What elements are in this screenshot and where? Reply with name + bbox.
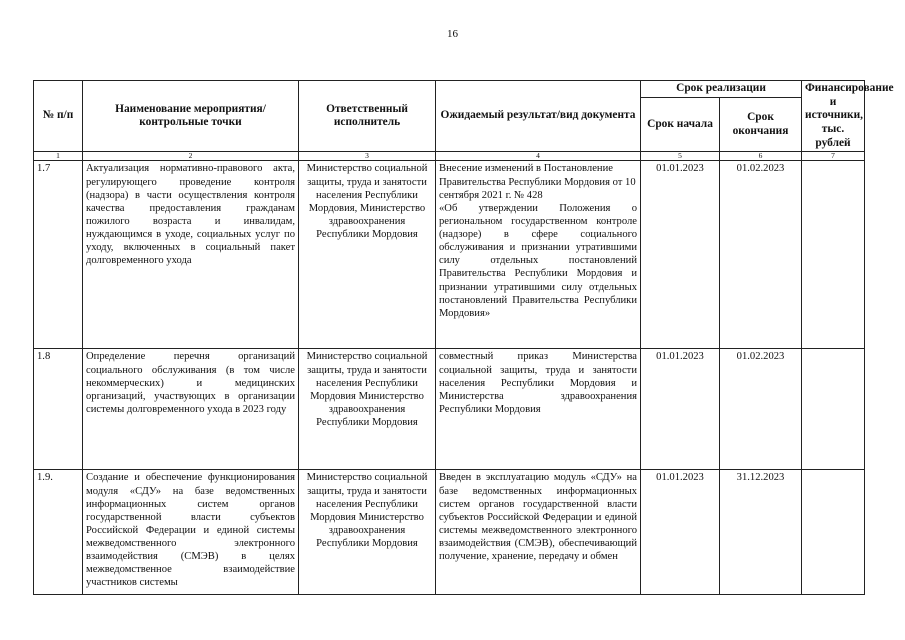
- plan-table: [33, 80, 894, 595]
- table-row: [34, 161, 865, 349]
- col-number-6: 6: [720, 152, 802, 161]
- row-num: 1.7: [34, 161, 83, 349]
- row-result: Введен в эксплуатацию модуль «СДУ» на базе ведомственных информационных систем органов государственной власти субъектов Российской Федерации и единой системы межведомственного электронного взаимодействия (СМЭВ), обеспечивающий получение, хранение, передачу и обмен: [439, 472, 637, 563]
- page-number: 16: [447, 28, 458, 40]
- table-row: [34, 470, 865, 595]
- row-finance: [802, 470, 865, 595]
- col-number-7: 7: [802, 152, 865, 161]
- header-name: Наименование мероприятия/ контрольные точки: [83, 81, 299, 152]
- row-executor: Министерство социальной защиты, труда и занятости населения Республики Мордовия Министерство здравоохранения Республики Мордовия: [299, 349, 436, 470]
- row-name: Определение перечня организаций социального обслуживания (в том числе некоммерческих) и медицинских организаций, участвующих в организации системы долговременного ухода в 2023 году: [83, 349, 299, 470]
- row-num: 1.9.: [34, 470, 83, 595]
- row-num: 1.8: [34, 349, 83, 470]
- header-finance: Финансирование и источники, тыс. рублей: [802, 81, 865, 152]
- row-name: Создание и обеспечение функционирования модуля «СДУ» на базе ведомственных информационных систем органов государственной власти субъектов Российской Федерации и единой системы межведомственного электронного взаимодействия (СМЭВ) в целях межведомственное взаимодействие участников системы: [86, 472, 295, 589]
- header-executor: Ответственный исполнитель: [299, 81, 436, 152]
- row-finance: [802, 349, 865, 470]
- col-number-5: 5: [641, 152, 720, 161]
- row-result: совместный приказ Министерства социальной защиты, труда и занятости населения Республики Мордовия и Министерства здравоохранения Республики Мордовия: [436, 349, 641, 470]
- col-number-4: 4: [436, 152, 641, 161]
- row-end-date: 31.12.2023: [720, 470, 802, 595]
- column-number-row: [34, 152, 865, 161]
- header-period: Срок реализации: [641, 81, 802, 98]
- row-finance: [802, 161, 865, 349]
- row-start-date: 01.01.2023: [641, 470, 720, 595]
- row-result-part-1: Внесение изменений в Постановление Правительства Республики Мордовия от 10 сентября 2021 г. № 428: [439, 163, 636, 201]
- header-result: Ожидаемый результат/вид документа: [436, 81, 641, 152]
- row-start-date: 01.01.2023: [641, 349, 720, 470]
- col-number-1: 1: [34, 152, 83, 161]
- row-end-date: 01.02.2023: [720, 349, 802, 470]
- header-end: Срок окончания: [720, 98, 802, 152]
- row-executor: Министерство социальной защиты, труда и занятости населения Республики Мордовия Министерство здравоохранения Республики Мордовия: [299, 470, 436, 595]
- col-number-2: 2: [83, 152, 299, 161]
- header-num: № п/п: [34, 81, 83, 152]
- row-executor: Министерство социальной защиты, труда и занятости населения Республики Мордовия, Министерство здравоохранения Республики Мордовия: [299, 161, 436, 349]
- header-row: [34, 81, 865, 98]
- col-number-3: 3: [299, 152, 436, 161]
- table-row: [34, 349, 865, 470]
- header-start: Срок начала: [641, 98, 720, 152]
- row-start-date: 01.01.2023: [641, 161, 720, 349]
- row-end-date: 01.02.2023: [720, 161, 802, 349]
- row-result: [436, 161, 641, 349]
- row-name: Актуализация нормативно-правового акта, регулирующего проведение контроля (надзора) в части осуществления контроля качества предоставления гражданам пожилого возраста и инвалидам, нуждающимся в уходе, социальных услуг по уходу, включенных в социальный пакет долговременного ухода: [83, 161, 299, 349]
- row-result-part-2: «Об утверждении Положения о региональном государственном контроле (надзоре) в сфере социального обслуживания и признании утратившими силу отдельных постановлений Правительства Республики Мордовия и признании утратившими силу отдельных постановлений Правительства Республики Мордовия»: [439, 202, 637, 319]
